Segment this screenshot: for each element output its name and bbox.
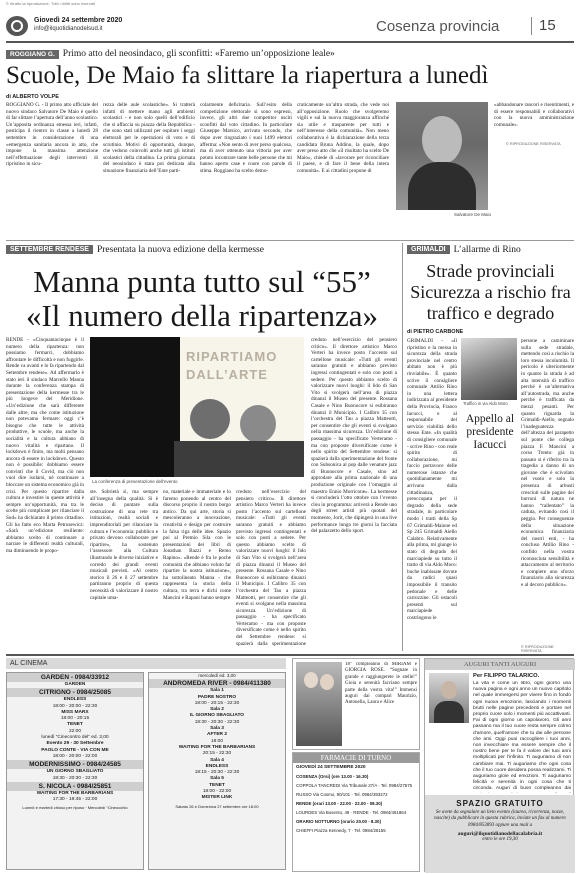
spazio-email[interactable]: auguri@ilquotidianodellacalabria.it [457,831,543,838]
article-column: creduto nell’esercizio del pensiero critico». Il direttore artistico Marco Verteri ha invece posto l’accento sul cartellone musicale: «Tutti gli eventi saranno gratuiti e abbiamo previsto ingressi contingentati e solo con posti a sedere. Per questo abbiamo scelto di valorizzare nuovi luoghi: il lido di San Vito si svolgerà nell’area di piazza dinanzi il Museo del presente. Rossana Casale e Nino Buonocore si esibiranno dinanzi il Municipio. I Calibro 35 con l’orchestra del Tau a piazza Matteotti, per consentire che gli eventi si svolgano nella massima sicurezza. Un’edizione di passaggio - ha specificato Verteramo - ma con proposte diversificate come è nello spirito del Settembre rendese: si spazierà dalla sperimentazione del fronte con Subsonica al pop dalle venature jazz di Buonocore e Casale, sino ad approdare alla prima nazionale di una produzione originale con l’omaggio al maestro Ennio Morricone». La kermesse si concluderà l’otto ottobre con l’evento clou in programma: arriverà a Rende uno degli street artisti più quotati del momento, Jorit, che dipingerà in una live performance lungo tre giorni la facciata del palazzetto dello sport. [311,337,397,535]
wishes-box [424,658,574,872]
article-column: RENDE - «Cinquantacinque è il numero della ripartenza: non possiamo fermarci, dobbiamo affrontare le difficoltà e non fuggirle. Rende va avanti e lo fa ripartendo dal Settembre rendese». Ad affermarlo è stato ieri il sindaco Marcello Manna durante la conferenza stampa di presentazione della kermesse tra le più longeve del Meridione. «Un’edizione che sarà differente dalle altre, ma che come istituzione non potevamo fermare: oggi c’è bisogno che tutte le attività produttive, le scuole, ma anche la socialità e la cultura abbiano di nuovo vitalità e ripartano. Il lockdown è finito, ma molti pensano ancora di essere in lockdown. Questo non è possibile: dobbiamo essere convinti che il Covid, ma ciò non vuol dire isolarsi, né continuare a bloccare un sistema economico già in crisi. Per questo ripartire dalla cultura e investire in queste attività è sempre un’opportunità, ma tra le scelte più complicate per rilanciare il Sud» ha dichiarato il primo cittadino. Gli ha fatto eco Marta Petrusewicz: «Sarà un’edizione resiliente: abbiamo scelto di continuare a narrare le differenti realtà culturali, ma diminuendo le propo- [6,337,84,554]
photo-caption: Salvatore De Maio [454,212,492,217]
article-tag: SETTEMBRE RENDESE [6,245,93,254]
page-header [6,14,574,40]
cinema-section [6,658,286,872]
cinema-line: Sala 2 [210,707,224,713]
cinema-line: 18:30 - 20:30 - 22:30 [52,775,98,781]
article-byline: di PIETRO CARBONE [407,329,464,335]
cinema-name: ANDROMEDA RIVER - 0984/411380 [149,679,285,688]
cinema-line: 18:00 - 20:15 [60,716,90,722]
article-kicker: Presentata la nuova edizione della kermesse [96,244,264,255]
cinema-line: 18:00 - 20:00 - 22:00 [52,753,98,759]
cinema-name: S. NICOLA - 0984/25851 [7,782,143,791]
cinema-line: TENET [67,722,83,728]
article-column: craticamente un’altra strada, che vede noi all’opposizione. Ruolo che svolgeremo vigili e sul la nuova maggioranza affinché sia utile e trasparente per tutti e nell’interesse della comunità». Non meno collaborativa è la dichiarazione della terza candidata Bruna Addino, la quale, dopo aver preso atto che «il risultato ha scelto De Maio», chiede di «lavorare per riconciliare il paese, e di fare il bene della intera comunità». E ai cittadini propone di [297,102,389,174]
banner-text: RIPARTIAMO [186,349,278,364]
cinema-line: 18:15 - 20:30 - 22:30 [194,770,240,776]
photo-caption: Traffico in via Aldo Moro [463,401,508,406]
cinema-line: 18:00 - 20:15 - 22:30 [194,700,240,706]
cinema-line: GARDEN [64,682,86,687]
cinema-listing-right [148,672,286,870]
pharmacy-row: RUSSO Via Cosmo, 90/101 · Tel. 0984/393272 [296,792,388,797]
cinema-line: PADRE NOSTRO [197,694,237,700]
copyright-note: © ritratto la riproduzione. Tutti i diritti sono riservati [6,1,95,6]
article-column: GRIMALDI - «Il ripristino e la messa in sicurezza della strada provinciale nel centro abitato non è più rinviabile». È quanto scrive il consigliere comunale Attilio Rino in una lettera indirizzata al presidente della Provincia, Franco Iacucci, e al responsabile del servizio viabilità dello stesso Ente. «In qualità di consigliere comunale - scrive Rino - con reale spirito di collaborazione, mi faccio portavoce delle numerose istanze che quotidianamente mi arrivano dalla cittadinanza, preoccupata per il degrado della sede stradale, in particolare modo i tratti della Sp 67 Grimaldi-Maione ed Sp 245 Grimaldi Aiello Calabro. Relativamente alla prima, mi giunge lo stato di degrado del marciapiede su tutto il tratto di via Aldo Moro: buche inabissate dovute da radici quasi impossibile il transito pedonale e delle carrozzine. Gli ostacoli presenti sul marciapiede costringono le [407,338,457,621]
cinema-note: Sabato 26 e Domenica 27 settembre ore 18:00 [175,803,259,809]
cinema-label: AL CINEMA [6,658,286,669]
cinema-line: UN GIORNO SBAGLIATO [46,769,104,775]
pharmacies-date: GIOVEDÌ 24 SETTEMBRE 2020 [296,765,366,770]
cinema-line: 22:00 [68,728,81,734]
article-roggiano [6,44,574,240]
article-column: colarmente deficitaria. Sull’esito della competizione elettorale si sono espressi, invece, gli altri due competitor usciti sconfitti dal voto cittadino. In particolare Giuseppe Marsico, arrivato secondo, che dopo aver ringraziato i suoi 1499 elettori afferma: «Non sento di aver perso qualcosa, ma di aver ottenuto una vittoria per aver potuto incontrare tante belle persone che mi hanno aperto case e cuore con parole di stima. Roggiano ha scelto demo- [200,102,292,174]
header-email[interactable]: info@ilquotidianodelsud.it [34,26,103,32]
pharmacy-row: CHIEFFI Piazza Kennedy, 7 · Tel. 0984/26155 [296,828,386,833]
pull-quote: Appello al presidente Iacucci [465,413,515,451]
page-number: 15 [539,17,556,34]
pharmacy-row: COPPOLA TANCREDI Via Tribunale 27/A · Tel. 0984/27575 [296,783,413,788]
photo-caption: La conferenza di presentazione dell’evento [92,479,178,484]
section-title: Cosenza provincia [376,18,500,35]
article-column: ROGGIANO G. - Il primo atto ufficiale del nuovo sindaco Salvatore De Maio è quello di far slittare l’apertura dell’anno scolastico. Un’apposita ordinanza emessa ieri, infatti, posticipa il rientro in classe a lunedì 28 settembre in considerazione di una «emergenza sanitaria ancora in atto, che impone la massima attenzione nell’effettuazione degli interventi di ripristino in sicu- [6,102,98,168]
repro-note: © RIPRODUZIONE RISERVATA [521,645,554,653]
event-photo [90,337,304,477]
cinema-line: IL GIORNO SBAGLIATO [189,713,245,719]
article-column: «abbandonare rancori e risentimenti, e di essere responsabili e collaborativi con la nuova amministrazione comunale». [494,102,574,128]
cinema-line: WAITING FOR THE BARBARIANS [178,744,256,750]
spazio-footer: entro le ore 19,30 [482,837,518,843]
cinema-line: PAOLO CONTE - VIA CON ME [41,747,109,753]
cinema-line: ENDLESS [63,697,87,703]
article-kicker: Primo atto del neosindaco, gli sconfitti: «Faremo un’opposizione leale» [62,49,335,59]
cinema-note: Lunedì e martedì chiuso per riposo · Mercoledì “Cineocchio [22,805,128,811]
cinema-line: Sala 3 [210,726,224,732]
article-headline: Manna punta tutto sul “55” [33,264,371,299]
wishes-photo [429,673,469,723]
spazio-text: Se avete da segnalare un lieto evento (laurea, ricorrenza, nozze, nascite) da pubblicare in questa rubrica, inviate un fax al numero 0984/853893 oppure una mail a [434,810,566,828]
cinema-line: 17:30 - 19:45 - 22:00 [52,797,98,803]
portrait-photo [396,102,488,210]
spazio-title: SPAZIO GRATUITO [456,799,544,808]
cinema-line: 18:00 [210,738,223,744]
pharmacy-row: COSENZA (Orsi) (ore 13.00 - 16.30) [296,774,369,779]
street-photo [461,338,517,400]
wishes-title: Per FILIPPO TALARICO. [473,673,540,679]
greeting-text: 18° compleanno di MIRIAM e GIORGIA ROSE. “Sognate in grande e raggiungerete le stelle!” Gioia e serenità facciano sempre parte della vostra vita!” Immensi auguri dai compari Maurizio, Antonella, Laura e Alice [345,662,417,706]
article-subheadline: «Il numero della ripartenza» [25,298,379,333]
pharmacy-row: RENDE (orari 13.00 - 22.00 · 22.00 - 08.30) [296,801,383,806]
pharmacy-row: LOURDES Via Busento, 49 · RENDE · Tel. 0984/461864 [296,810,407,815]
cinema-line: TENET [209,782,225,788]
cinema-line: 18:00 - 22:00 [202,789,232,795]
cinema-line: ENDLESS [205,763,229,769]
article-kicker: L’allarme di Rino [453,244,521,255]
logo-q-icon [6,16,28,36]
cinema-line: MISS MARX [61,709,89,715]
repro-note: © RIPRODUZIONE RISERVATA [506,142,561,146]
article-tag: ROGGIANO G. [6,50,59,59]
article-headline: Strade provinciali Sicurezza a rischio fra traffico e degrado [410,261,571,323]
cinema-name: GARDEN - 0984/33912 [7,673,143,682]
pharmacy-row: ORARIO NOTTURNO (orario 20.00 - 8.30) [296,819,381,824]
wishes-band: AUGURI TANTI AUGURI [425,659,575,670]
cinema-listing-left [6,672,144,870]
article-column: no, materiale e immateriale e lo faremo ponendo al centro del discorso proprio il nostro borgo antico. Da qui arte, storia si mescoleranno a innovazione, creatività e design per costruire la falsa riga delle idee. Spazio poi al Premio Sila con le presentazioni dei libri di Jonathan Bazzi e Remo Rapino». «Rende è fra le poche comunità che abbiano voluto far ripartire la nostra istituzione», ha sottolineato Manna - che rappresenta la storia della cultura, tra terra e dichi come Mancini e Rapani hanno sempre [163,489,231,601]
header-date: Giovedì 24 settembre 2020 [34,17,123,24]
pharmacies-title: FARMACIE DI TURNO [293,753,419,763]
cinema-line: mercoledì ed. 3,00 [198,673,236,678]
article-byline: di ALBERTO VOLPE [6,94,59,100]
cinema-line: lunedì “Cinecontro del” ed. 3,00 [41,735,109,741]
cinema-line: Sala 5 [210,776,224,782]
cinema-name: CITRIGNO - 0984/25085 [7,688,143,697]
cinema-line: 20:15 - 22:30 [202,751,232,757]
cinema-line: MISTER LINK [201,795,233,801]
banner-text: DALL’ARTE [186,367,268,382]
article-column: ste. Sobrietà sì, ma sempre all’insegna della qualità. Si è deciso di puntare sulla costruzione di una rete tra istituzioni, realtà sociali e imprenditoriali per rilanciare la cultura e l’economia: pubblico e privato devono collaborare per ripartire», ha sostenuto l’assessore alla Cultura illustrando le diverse iniziative e corredo dei grandi eventi musicali previsti. «Al centro storico il 26 e il 27 settembre partiranno proprio di questa necessità di valorizzare il nostro capitale uma- [90,489,158,601]
cinema-line: AFTER 2 [207,732,227,738]
cinema-line: 18:30 - 20:30 - 22:30 [194,719,240,725]
cinema-line: Sala 4 [210,757,224,763]
greeting-photo [296,662,342,746]
article-tag: GRIMALDI [407,245,450,254]
cinema-line: WAITING FOR THE BARBARIANS [36,790,114,796]
article-grimaldi [407,243,574,653]
greeting-box [292,658,420,750]
cinema-line: Evento 29 - 30 Settembre [46,741,104,747]
article-column: rezza delle aule scolastiche». Si tratterà infatti di mettere mano agli ambienti scolastici - e non solo quelli dell’edificio che si affaccia su piazza della Repubblica - che sono stati utilizzati per ospitare i seggi elettorali per le operazioni di voto e di scrutinio. Motivi di opportunità, dunque, che vedono coinvolti anche tutti gli istituti scolastici della cittadina. La prima giornata del neosindaco è stata poi dedicata alla situazione finanziaria dell’Ente parti- [103,102,195,174]
cinema-line: Sala 1 [210,688,224,694]
wishes-text: La vita è come un libro, ogni giorno una nuova pagina e ogni anno un nuovo capitolo nel quale immergersi per vivere fino in fondo ogni nuova emozione, lasciando i momenti brutti nelle pagine precedenti e portare nel proprio cuore solo i momenti più accattivanti. Fai di ogni giorno un capolavoro. Gli anni passano ma il tuo cuore resta sempre colmo d’amore, quell’amore che tu dai alle persone che ami. Oggi puoi raccogliere i tuoi anni, non invecchiare ma essere sempre che il nostro bene per te fa il valore dei tuoi anni moltiplicati per l’infinito. Ti auguriamo di non cambiare mai. Ti auguriamo che ogni cosa che il tuo cuore desidera possa realizzarsi. Ti auguriamo gioie ed emozioni. Ti auguriamo felicità e serenità in ogni cosa che ti circonda. Auguri di buon compleanno dai [473,681,571,792]
article-column: creduto nell’esercizio del pensiero critico». Il direttore artistico Marco Verteri ha invece posto l’accento sul cartellone musicale: «Tutti gli eventi saranno gratuiti e abbiamo previsto ingressi contingentati e solo con posti a sedere. Per questo abbiamo scelto di valorizzare nuovi luoghi: il lido di San Vito si svolgerà nell’area di piazza dinanzi il Museo del presente. Rossana Casale e Nino Buonocore si esibiranno dinanzi il Municipio. I Calibro 35 con l’orchestra del Tau a piazza Matteotti, per consentire che gli eventi si svolgano nella massima sicurezza. Un’edizione di passaggio - ha specificato Verteramo - ma con proposte diversificate come è nello spirito del Settembre rendese: si spazierà dalla sperimentazione [236,489,306,647]
cinema-line: 18:00 - 20:00 - 22:30 [52,703,98,709]
article-column: persone a camminare sulla sede stradale, mettendo così a rischio la loro stessa incolumità. Il pericolo è ulteriormente in quanto la strada è ad alta intensità di traffico perché è un’alternativa all’autostrada, ma anche perché è trafficata da mezzi pesanti. Per quanto riguarda la Grimaldi-Aiello, segnalo l’inadeguatezza dell’altezza del parapetto sul ponte che collega piazza F. Mancini a corso Trento: già in passato si è riferito tra la tragedia a danno di un giovane che è scivolato nel vuoto e solo la presenza di arbusti cresciuti sulle pagine dei burroni di natura ne hanno “rallentato” la caduta, evitando così il peggio. Per conseguenze della situazione economica finanziaria del nostri enti, - ha concluso Attilio Rino - confido nella vostra riconosciuta sensibilità e attaccamento al territorio e compiere uno sforzo finanziario alla sicurezza e al decoro pubblico». [521,338,574,588]
article-rende [6,243,398,653]
article-headline: Scuole, De Maio fa slittare la riapertura a lunedì [6,62,489,89]
pharmacies-box [292,752,420,872]
cinema-name: MODERNISSIMO - 0984/24585 [7,760,143,769]
